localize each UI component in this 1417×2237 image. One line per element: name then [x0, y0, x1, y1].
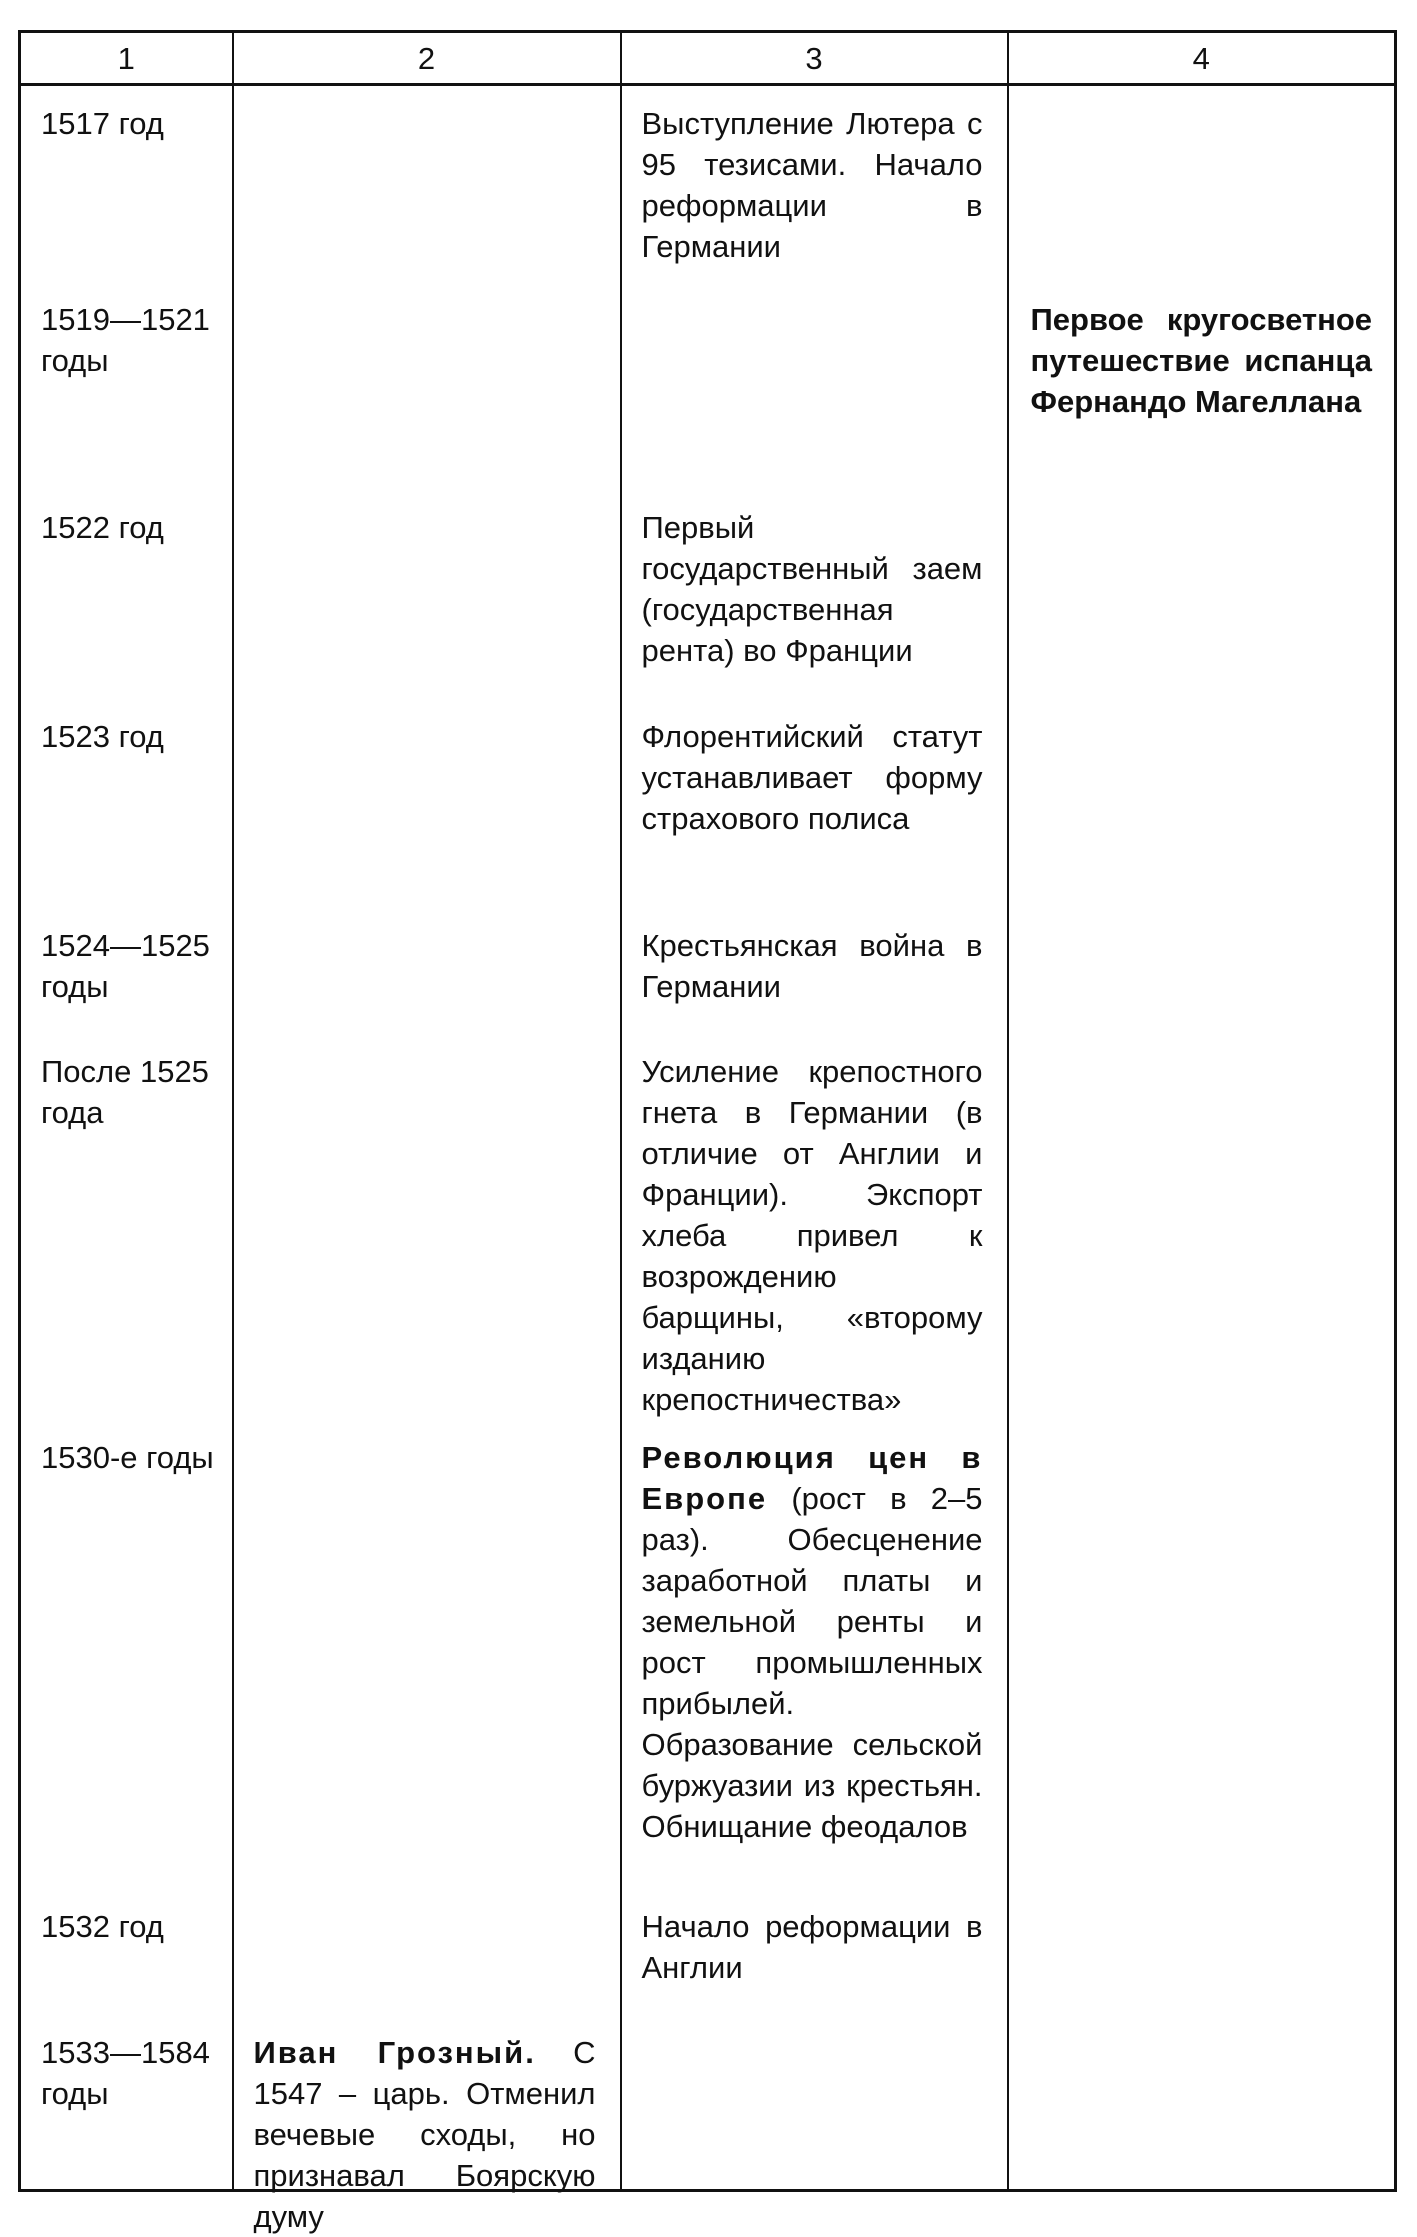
europe-cell: Крестьянская война в Германии [621, 908, 1008, 1034]
date-cell: 1522 год [20, 490, 233, 699]
date-cell: 1530-е годы [20, 1420, 233, 1889]
price-revolution-heading: Революция цен в Европе [641, 1439, 983, 1516]
europe-cell: Выступление Лютера с 95 тезисами. Начало реформации в Германии [621, 85, 1008, 282]
world-cell [1008, 2015, 1396, 2191]
date-cell: 1517 год [20, 85, 233, 282]
date-cell: 1524—1525 годы [20, 908, 233, 1034]
world-cell [1008, 1034, 1396, 1420]
world-cell [1008, 490, 1396, 699]
header-row [20, 32, 1396, 85]
russia-cell [233, 1889, 621, 2015]
table-row [20, 908, 1396, 1034]
table-row [20, 85, 1396, 282]
europe-cell: Начало реформации в Англии [621, 1889, 1008, 2015]
table-row [20, 1034, 1396, 1420]
world-cell [1008, 1889, 1396, 2015]
russia-cell [233, 490, 621, 699]
russia-cell [233, 908, 621, 1034]
column-header-3: 3 [621, 32, 1008, 85]
europe-cell [621, 282, 1008, 490]
world-cell [1008, 85, 1396, 282]
world-cell [1008, 699, 1396, 908]
russia-cell [233, 282, 621, 490]
europe-cell [621, 1420, 1008, 1889]
date-cell: 1519—1521 годы [20, 282, 233, 490]
ivan-heading: Иван Грозный. [253, 2034, 536, 2070]
date-cell: 1532 год [20, 1889, 233, 2015]
russia-cell [233, 1420, 621, 1889]
world-cell [1008, 1420, 1396, 1889]
chronology-table [18, 30, 1397, 2234]
column-header-2: 2 [233, 32, 621, 85]
table-row [20, 1889, 1396, 2015]
world-cell [1008, 908, 1396, 1034]
price-revolution-text: (рост в 2–5 раз). Обесценение заработной платы и земельной ренты и рост промышленных прибылей. Образование сельской буржуазии из крестьян. Обнищание феодалов [641, 1480, 983, 1844]
date-cell: 1523 год [20, 699, 233, 908]
russia-cell [233, 2015, 621, 2234]
europe-cell: Усиление крепостного гнета в Германии (в отличие от Англии и Франции). Экспорт хлеба привел к возрождению барщины, «второму изданию крепостничества» [621, 1034, 1008, 1420]
world-cell: Первое кругосветное путешествие испанца Фернандо Магеллана [1008, 282, 1396, 490]
europe-cell [621, 2015, 1008, 2191]
europe-cell: Флорентийский статут устанавливает форму страхового полиса [621, 699, 1008, 908]
russia-cell [233, 699, 621, 908]
europe-cell: Первый государственный заем (государственная рента) во Франции [621, 490, 1008, 699]
table-row [20, 490, 1396, 699]
russia-cell [233, 1034, 621, 1420]
date-cell: 1533—1584 годы [20, 2015, 233, 2191]
table-row [20, 282, 1396, 490]
column-header-4: 4 [1008, 32, 1396, 85]
table-row [20, 699, 1396, 908]
column-header-1: 1 [20, 32, 233, 85]
russia-cell [233, 85, 621, 282]
date-cell: После 1525 года [20, 1034, 233, 1420]
ivan-text: С 1547 – царь. Отменил вечевые сходы, но признавал Боярскую думу [253, 2034, 596, 2234]
table-row [20, 1420, 1396, 1889]
table-row [20, 2015, 1396, 2191]
